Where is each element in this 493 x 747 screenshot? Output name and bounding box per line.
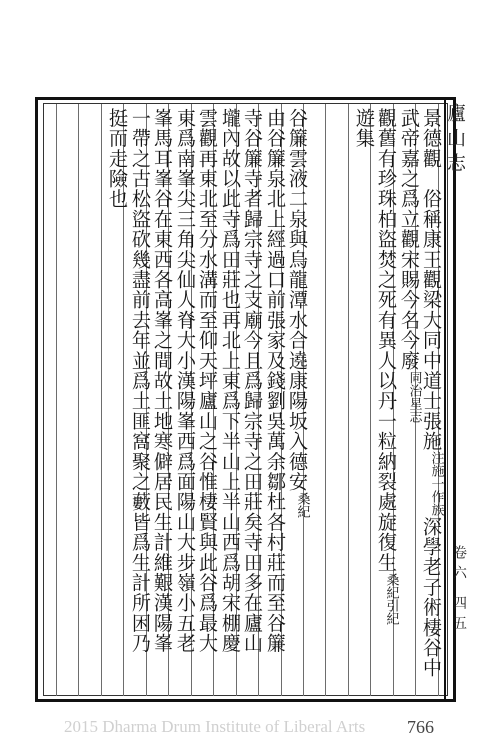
text-column-main: 遊集 — [353, 108, 376, 149]
column-rule — [56, 104, 57, 696]
text-column-7 — [262, 108, 288, 698]
inline-note: 桑紀 — [294, 491, 310, 518]
column-rule — [101, 104, 102, 696]
text-column-2 — [396, 108, 422, 698]
text-column-main: 谷簾雲液二泉與烏龍潭水合遶康陽坂入德安 — [286, 108, 309, 492]
text-column-9 — [217, 108, 243, 698]
text-column-main: 挺而走險也 — [106, 108, 129, 209]
page-number: 766 — [407, 717, 434, 737]
column-rule — [325, 104, 326, 696]
column-rule — [78, 104, 79, 696]
text-column-13 — [127, 108, 153, 698]
text-column-4 — [351, 108, 377, 698]
text-column-main: 雲觀再東北至分水溝而至仰天坪廬山之谷惟棲賢與此谷爲最大 — [196, 108, 219, 654]
text-column-main: 東爲南峯尖三角尖仙人脊大小漢陽峯西爲面陽山大步嶺小五老 — [174, 108, 197, 654]
text-column-14 — [104, 108, 130, 698]
text-column-5 — [328, 108, 354, 698]
text-column-main: 寺谷簾寺者歸宗寺之支廟今且爲歸宗寺之田莊矣寺田多在廬山 — [241, 108, 264, 654]
text-column-main: 觀舊有珍珠柏盜焚之死有異人以丹一粒納裂處旋復生 — [375, 108, 398, 573]
margin-title: 廬山志 — [444, 103, 466, 178]
inline-note: 桑紀引紀 — [383, 572, 399, 625]
footer-watermark: 2015 Dharma Drum Institute of Liberal Arts — [64, 717, 366, 736]
margin-folio: 卷六 四五 — [451, 545, 467, 636]
inline-note: 注施一作族 — [428, 451, 444, 517]
text-column-main: 由谷簾泉北上經過口前張家及錢劉吳萬余鄒杜各村莊而至谷簾 — [264, 108, 287, 654]
text-column-tail: 深學老子術棲谷中 — [420, 516, 443, 679]
inline-note: 同治星志 — [406, 370, 422, 423]
text-column-11 — [172, 108, 198, 698]
text-column-main: 壠內故以此寺爲田莊也再北上東爲下半山上半山西爲胡宋棚慶 — [219, 108, 242, 654]
text-column-main: 武帝嘉之爲立觀宋賜今名今廢 — [398, 108, 421, 371]
text-column-main: 峯馬耳峯谷在東西各高峯之間故土地寒僻居民生計維艱漢陽峯 — [151, 108, 174, 654]
text-column-main: 景德觀 俗稱康王觀梁大同中道士張施 — [420, 108, 443, 452]
text-column-main: 一帶之古松盜砍幾盡前去年並爲土匪窩聚之藪皆爲生計所困乃 — [129, 108, 152, 654]
